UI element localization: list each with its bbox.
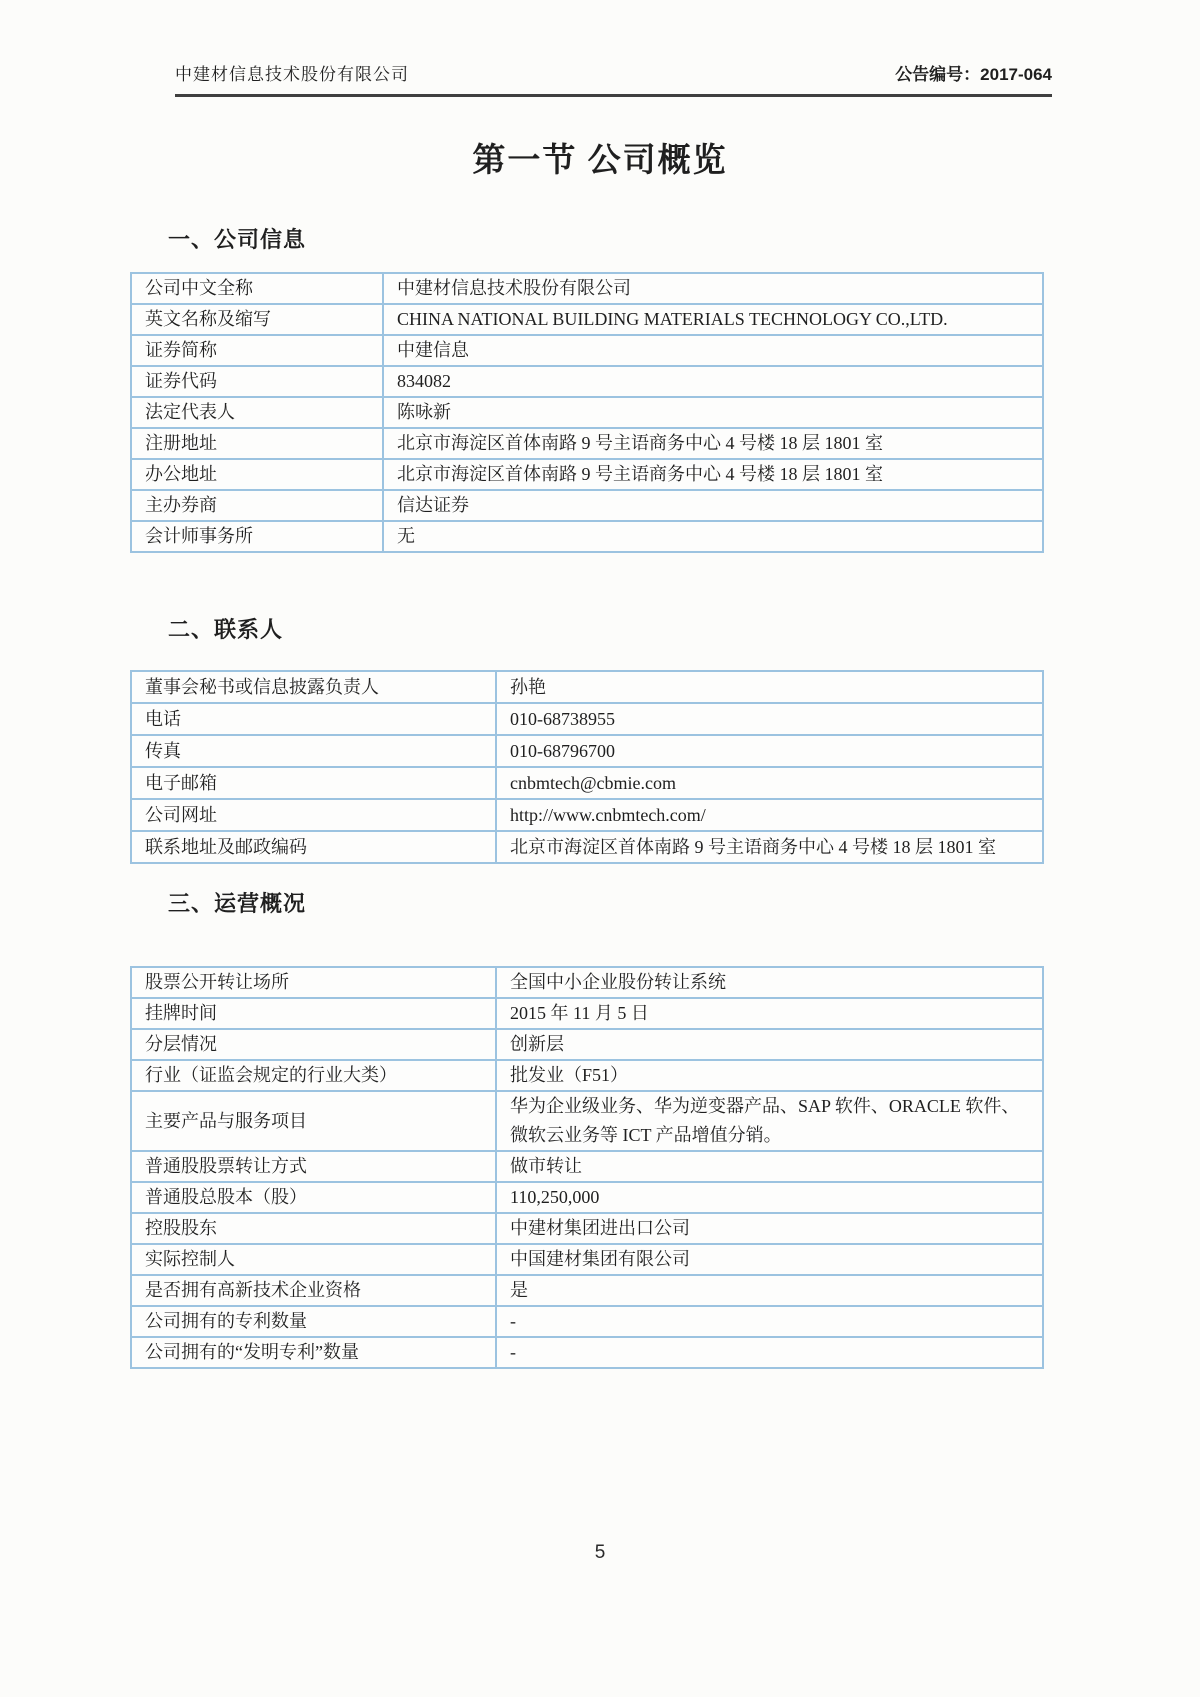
table-row [131,1182,1043,1213]
row-value-cell [496,1029,1043,1060]
row-label-cell [131,1306,496,1337]
table-row [131,1029,1043,1060]
row-label-cell [131,1060,496,1091]
table-row [131,490,1043,521]
row-label: 董事会秘书或信息披露负责人 [145,677,379,697]
row-label: 普通股股票转让方式 [145,1156,307,1176]
row-label: 主办券商 [145,495,217,515]
page-number: 5 [594,1542,606,1563]
row-label: 行业（证监会规定的行业大类） [145,1065,397,1085]
row-label: 传真 [145,741,181,761]
table-row [131,304,1043,335]
row-value-cell [496,831,1043,863]
row-label-cell [131,397,383,428]
row-label-cell [131,459,383,490]
section-heading-operations: 三、运营概况 [168,891,307,916]
row-value-cell [496,703,1043,735]
row-label: 主要产品与服务项目 [145,1110,307,1131]
row-value: 全国中小企业股份转让系统 [510,972,726,992]
table-row [131,521,1043,552]
row-label-cell [131,799,496,831]
announcement-number-label: 公告编号： [895,65,981,84]
table-row [131,1213,1043,1244]
row-label-cell [131,735,496,767]
row-value: 无 [397,526,415,546]
row-value-cell [383,428,1043,459]
row-label: 证券代码 [145,371,217,391]
operations-table [130,966,1044,1369]
table-row [131,831,1043,863]
row-label: 电子邮箱 [145,773,217,793]
row-label: 办公地址 [145,464,217,484]
row-label: 证券简称 [145,340,217,360]
table-row [131,735,1043,767]
row-label-cell [131,366,383,397]
table-row [131,1091,1043,1151]
table-row [131,1060,1043,1091]
announcement-number-value: 2017-064 [980,65,1052,84]
row-value: 中国建材集团有限公司 [510,1249,690,1269]
document-title: 第一节 公司概览 [472,143,728,179]
row-label: 联系地址及邮政编码 [145,837,307,857]
row-label: 公司拥有的“发明专利”数量 [145,1342,359,1362]
row-value-cell [383,304,1043,335]
row-value: 北京市海淀区首体南路 9 号主语商务中心 4 号楼 18 层 1801 室 [397,433,883,453]
table-row [131,1337,1043,1368]
row-value: 陈咏新 [397,402,451,422]
row-value-cell [383,366,1043,397]
row-value-cell [496,1091,1043,1151]
row-value: 中建信息 [397,340,469,360]
row-label: 英文名称及缩写 [145,309,271,329]
row-label-cell [131,1275,496,1306]
row-value: 信达证券 [397,495,469,515]
row-label-cell [131,1337,496,1368]
row-label-cell [131,1151,496,1182]
row-value-cell [496,1182,1043,1213]
row-value: http://www.cnbmtech.com/ [510,805,706,825]
row-value-cell [496,735,1043,767]
row-label: 公司网址 [145,805,217,825]
row-value: 010-68738955 [510,709,615,729]
row-value: 2015 年 11 月 5 日 [510,1003,649,1023]
row-label-cell [131,967,496,998]
row-value: 中建材集团进出口公司 [510,1218,690,1238]
table-row [131,428,1043,459]
row-value: 是 [510,1280,528,1300]
row-value: 北京市海淀区首体南路 9 号主语商务中心 4 号楼 18 层 1801 室 [397,464,883,484]
row-value: 批发业（F51） [510,1065,629,1085]
row-value-cell [383,397,1043,428]
row-label-cell [131,998,496,1029]
row-label: 是否拥有高新技术企业资格 [145,1280,361,1300]
row-label: 电话 [145,709,181,729]
row-value-cell [496,1306,1043,1337]
table-row [131,1151,1043,1182]
row-label-cell [131,521,383,552]
row-value-cell [496,998,1043,1029]
row-label-cell [131,831,496,863]
row-value-cell [496,1244,1043,1275]
page-header [175,0,1052,97]
company-info-table [130,272,1044,553]
row-value: cnbmtech@cbmie.com [510,773,677,793]
row-value-cell [496,1275,1043,1306]
table-row [131,1306,1043,1337]
row-label: 普通股总股本（股） [145,1187,307,1207]
row-value-cell [496,767,1043,799]
row-label-cell [131,428,383,459]
row-label: 实际控制人 [145,1249,235,1269]
row-label: 公司中文全称 [145,278,253,298]
row-value: CHINA NATIONAL BUILDING MATERIALS TECHNOLOGY CO.,LTD. [397,309,948,329]
row-value: 中建材信息技术股份有限公司 [397,278,631,298]
row-label: 分层情况 [145,1034,217,1054]
row-value: - [510,1342,516,1362]
row-label-cell [131,1182,496,1213]
row-label: 挂牌时间 [145,1003,217,1023]
row-label: 会计师事务所 [145,526,253,546]
table-row [131,799,1043,831]
table-row [131,366,1043,397]
row-label-cell [131,1213,496,1244]
row-label: 注册地址 [145,433,217,453]
row-label: 公司拥有的专利数量 [145,1311,307,1331]
table-row [131,1244,1043,1275]
row-value-cell [383,335,1043,366]
table-row [131,397,1043,428]
row-value-cell [383,459,1043,490]
row-label-cell [131,767,496,799]
header-company-name: 中建材信息技术股份有限公司 [175,65,409,84]
row-label-cell [131,335,383,366]
row-value: 华为企业级业务、华为逆变器产品、SAP 软件、ORACLE 软件、微软云业务等 ICT 产品增值分销。 [510,1096,1020,1145]
row-value-cell [383,273,1043,304]
row-label-cell [131,490,383,521]
table-row [131,967,1043,998]
row-value-cell [383,521,1043,552]
table-row [131,671,1043,703]
table-row [131,998,1043,1029]
section-heading-company-info: 一、公司信息 [168,227,307,252]
row-value-cell [496,1151,1043,1182]
row-value: 834082 [397,371,451,391]
row-value-cell [496,671,1043,703]
table-row [131,767,1043,799]
section-heading-contacts: 二、联系人 [168,617,284,642]
row-value-cell [496,799,1043,831]
row-value: 做市转让 [510,1156,582,1176]
table-row [131,1275,1043,1306]
row-value-cell [496,967,1043,998]
row-value: 北京市海淀区首体南路 9 号主语商务中心 4 号楼 18 层 1801 室 [510,837,996,857]
table-row [131,703,1043,735]
row-label-cell [131,703,496,735]
row-label-cell [131,273,383,304]
row-value-cell [383,490,1043,521]
row-label: 股票公开转让场所 [145,972,289,992]
row-label-cell [131,304,383,335]
row-value: - [510,1311,516,1331]
row-value: 孙艳 [510,677,546,697]
row-value-cell [496,1337,1043,1368]
row-value: 010-68796700 [510,741,615,761]
row-label-cell [131,1029,496,1060]
row-label-cell [131,671,496,703]
table-row [131,335,1043,366]
row-label: 控股股东 [145,1218,217,1238]
contacts-table [130,670,1044,864]
header-announcement-number [895,60,1052,85]
row-label-cell [131,1091,496,1151]
row-label: 法定代表人 [145,402,235,422]
row-value-cell [496,1060,1043,1091]
table-row [131,459,1043,490]
row-value-cell [496,1213,1043,1244]
row-value: 110,250,000 [510,1187,600,1207]
row-label-cell [131,1244,496,1275]
table-row [131,273,1043,304]
row-value: 创新层 [510,1034,564,1054]
